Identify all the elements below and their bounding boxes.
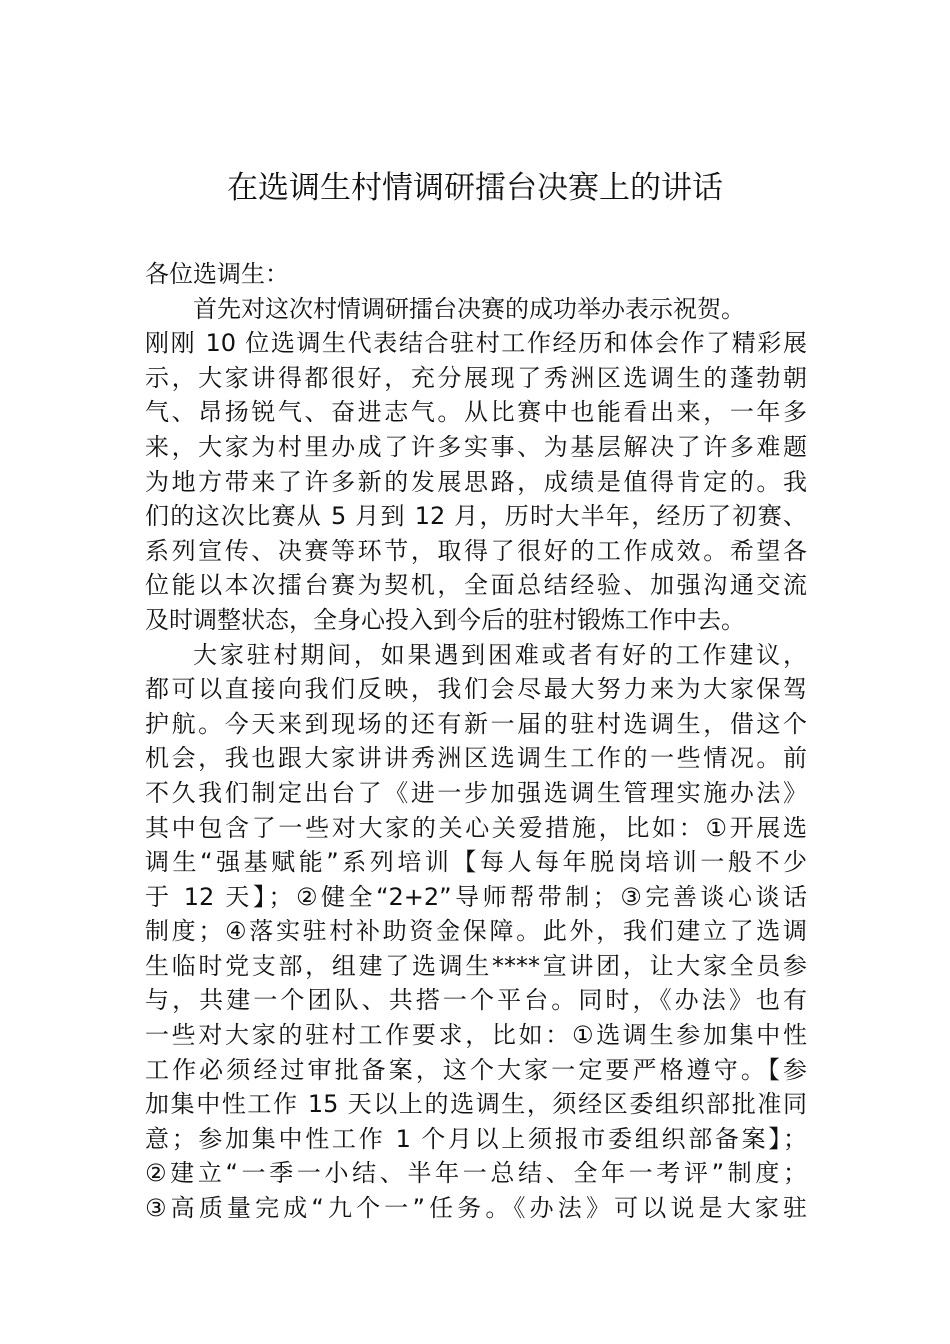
paragraph-2-line: ③高质量完成“九个一”任务。《办法》可以说是大家驻 [145, 1194, 807, 1223]
paragraph-1-line: 首先对这次村情调研擂台决赛的成功举办表示祝贺。 [193, 294, 745, 323]
paragraph-2-line: 其中包含了一些对大家的关心关爱措施，比如：①开展选 [145, 813, 807, 842]
paragraph-2-line: 与，共建一个团队、共搭一个平台。同时，《办法》也有 [145, 986, 807, 1015]
paragraph-2-line: 都可以直接向我们反映，我们会尽最大努力来为大家保驾 [145, 675, 807, 704]
paragraph-1-line: 及时调整状态，全身心投入到今后的驻村锻炼工作中去。 [145, 605, 745, 634]
paragraph-2-line: 机会，我也跟大家讲讲秀洲区选调生工作的一些情况。前 [145, 744, 807, 773]
paragraph-2-line: 生临时党支部，组建了选调生****宣讲团，让大家全员参 [145, 951, 807, 980]
paragraph-1-line: 位能以本次擂台赛为契机，全面总结经验、加强沟通交流 [145, 571, 807, 600]
paragraph-2-line: 加集中性工作 15 天以上的选调生，须经区委组织部批准同 [145, 1090, 807, 1119]
paragraph-2-line: 工作必须经过审批备案，这个大家一定要严格遵守。【参 [145, 1055, 807, 1084]
paragraph-2-line: 护航。今天来到现场的还有新一届的驻村选调生，借这个 [145, 709, 807, 738]
paragraph-1-line: 为地方带来了许多新的发展思路，成绩是值得肯定的。我 [145, 467, 807, 496]
salutation-line: 各位选调生： [145, 260, 289, 288]
paragraph-2-line: 大家驻村期间，如果遇到困难或者有好的工作建议， [193, 640, 807, 669]
paragraph-1-line: 示，大家讲得都很好，充分展现了秀洲区选调生的蓬勃朝 [145, 363, 807, 392]
paragraph-1-line: 系列宣传、决赛等环节，取得了很好的工作成效。希望各 [145, 536, 807, 565]
paragraph-2-line: 于 12 天】；②健全“2+2”导师帮带制；③完善谈心谈话 [145, 882, 807, 911]
document-title: 在选调生村情调研擂台决赛上的讲话 [227, 170, 723, 206]
paragraph-1-line: 气、昂扬锐气、奋进志气。从比赛中也能看出来，一年多 [145, 398, 807, 427]
document-body [145, 257, 807, 1226]
paragraph-2-line: 意；参加集中性工作 1 个月以上须报市委组织部备案】； [145, 1124, 807, 1153]
paragraph-1-line: 们的这次比赛从 5 月到 12 月，历时大半年，经历了初赛、 [145, 502, 807, 531]
paragraph-2-line: 调生“强基赋能”系列培训【每人每年脱岗培训一般不少 [145, 848, 807, 877]
paragraph-2-line: 一些对大家的驻村工作要求，比如：①选调生参加集中性 [145, 1021, 807, 1050]
paragraph-1-line: 来，大家为村里办成了许多实事、为基层解决了许多难题 [145, 432, 807, 461]
paragraph-2-line: ②建立“一季一小结、半年一总结、全年一考评”制度； [145, 1159, 807, 1188]
paragraph-2-line: 不久我们制定出台了《进一步加强选调生管理实施办法》 [145, 778, 807, 807]
paragraph-1-line: 刚刚 10 位选调生代表结合驻村工作经历和体会作了精彩展 [145, 329, 807, 358]
paragraph-2-line: 制度；④落实驻村补助资金保障。此外，我们建立了选调 [145, 917, 807, 946]
